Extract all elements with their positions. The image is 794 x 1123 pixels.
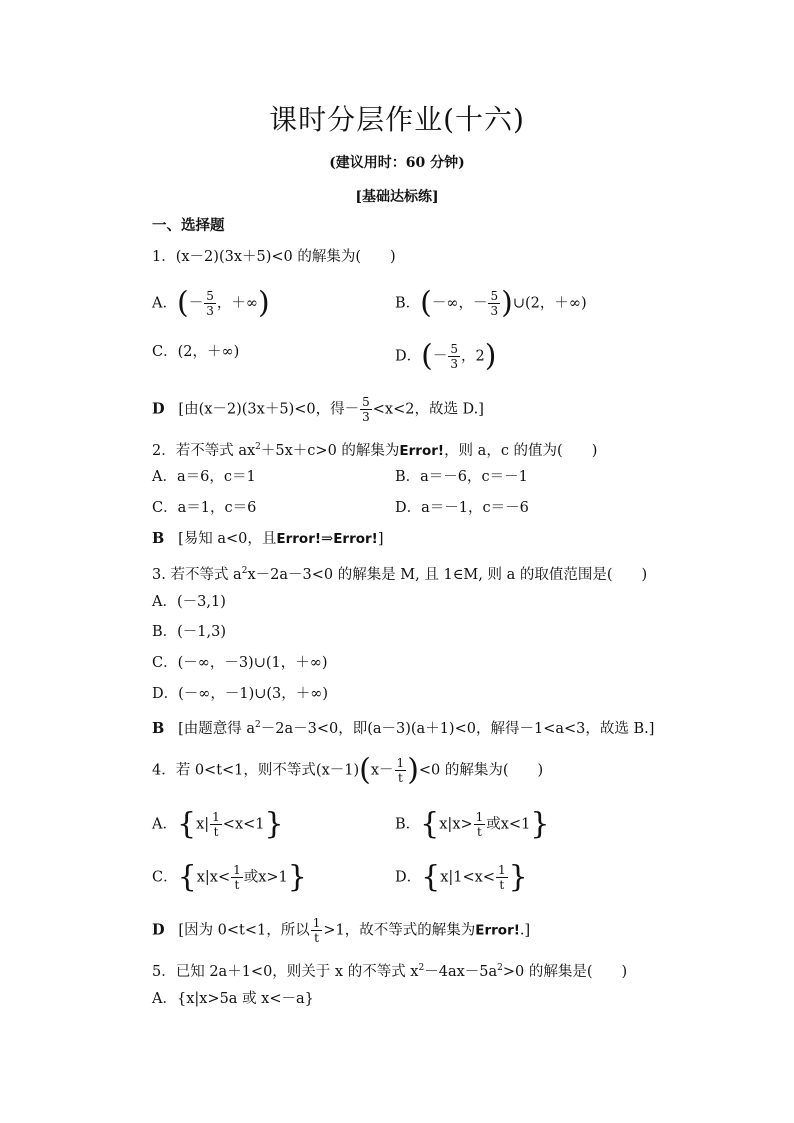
q3-answer: B [由题意得 $a^2-2a-3<0$，即(a－3)(a＋1)<0，解得－1<a<3，故选 B.] [152,719,655,737]
q2-option-d: D．a＝－1，c＝－6 [395,500,529,516]
q2-option-a: A．a＝6，c＝1 [152,469,256,485]
page-title: 课时分层作业(十六) [269,103,525,136]
q2-answer: B [易知 a<0，且Error!⇒Error!] [152,530,384,547]
q5-stem: 5．已知 2a＋1<0，则关于 x 的不等式 $x^2-4ax-5a^2>0$ 的解集是( ) [152,963,628,980]
q2-stem: 2．若不等式 $ax^2+5x+c>0$ 的解集为Error!，则 a，c 的值为( ) [152,442,598,459]
q4-option-b: B．{x|x> $\frac{1}{t}$ 或x<1} [395,806,550,842]
q4-stem: 4．若 0<t<1，则不等式(x－1)(x－ $\frac{1}{t}$ )<0 的解集为( ) [152,752,544,788]
level-tag: [基础达标练] [355,189,439,205]
q3-option-a: A．(－3,1) [152,594,226,610]
q4-option-a: A．{x| $\frac{1}{t}$ <x<1} [152,806,284,842]
q3-option-d: D．(－∞，－1)∪(3，＋∞) [152,686,329,702]
q1-answer: D [由(x－2)(3x＋5)<0，得－ $\frac{5}{3}$ <x<2，故选 D.] [152,395,484,424]
q5-option-a: A．{x|x>5a 或 x<－a} [152,991,314,1007]
q2-option-b: B．a＝－6，c＝－1 [395,469,528,485]
time-hint: (建议用时：60 分钟) [329,155,465,171]
q3-option-b: B．(－1,3) [152,624,227,640]
q1-option-c: C．(2，＋∞) [152,344,240,360]
q2-option-c: C．a＝1，c＝6 [152,500,257,516]
q3-stem: 3. 若不等式 $a^2x-2a-3<0$ 的解集是 M, 且 1∈M, 则 a 的取值范围是( ) [152,566,648,583]
q4-option-d: D．{x|1<x< $\frac{1}{t}$ } [395,859,528,895]
q1-stem: 1．(x－2)(3x＋5)<0 的解集为( ) [152,249,396,265]
q3-option-c: C．(－∞，－3)∪(1，＋∞) [152,655,328,671]
q4-answer: D [因为 0<t<1，所以 $\frac{1}{t}$ >1，故不等式的解集为Error!.] [152,916,531,945]
q1-option-a: A．(－ $\frac{5}{3}$ ，＋∞) [152,285,270,321]
q1-option-b: B．(－∞，－ $\frac{5}{3}$ )∪(2，＋∞) [395,285,587,321]
q1-option-d: D．(－ $\frac{5}{3}$ ，2) [395,338,497,374]
section-heading: 一、选择题 [152,217,225,234]
q4-option-c: C．{x|x< $\frac{1}{t}$ 或x>1} [152,859,307,895]
